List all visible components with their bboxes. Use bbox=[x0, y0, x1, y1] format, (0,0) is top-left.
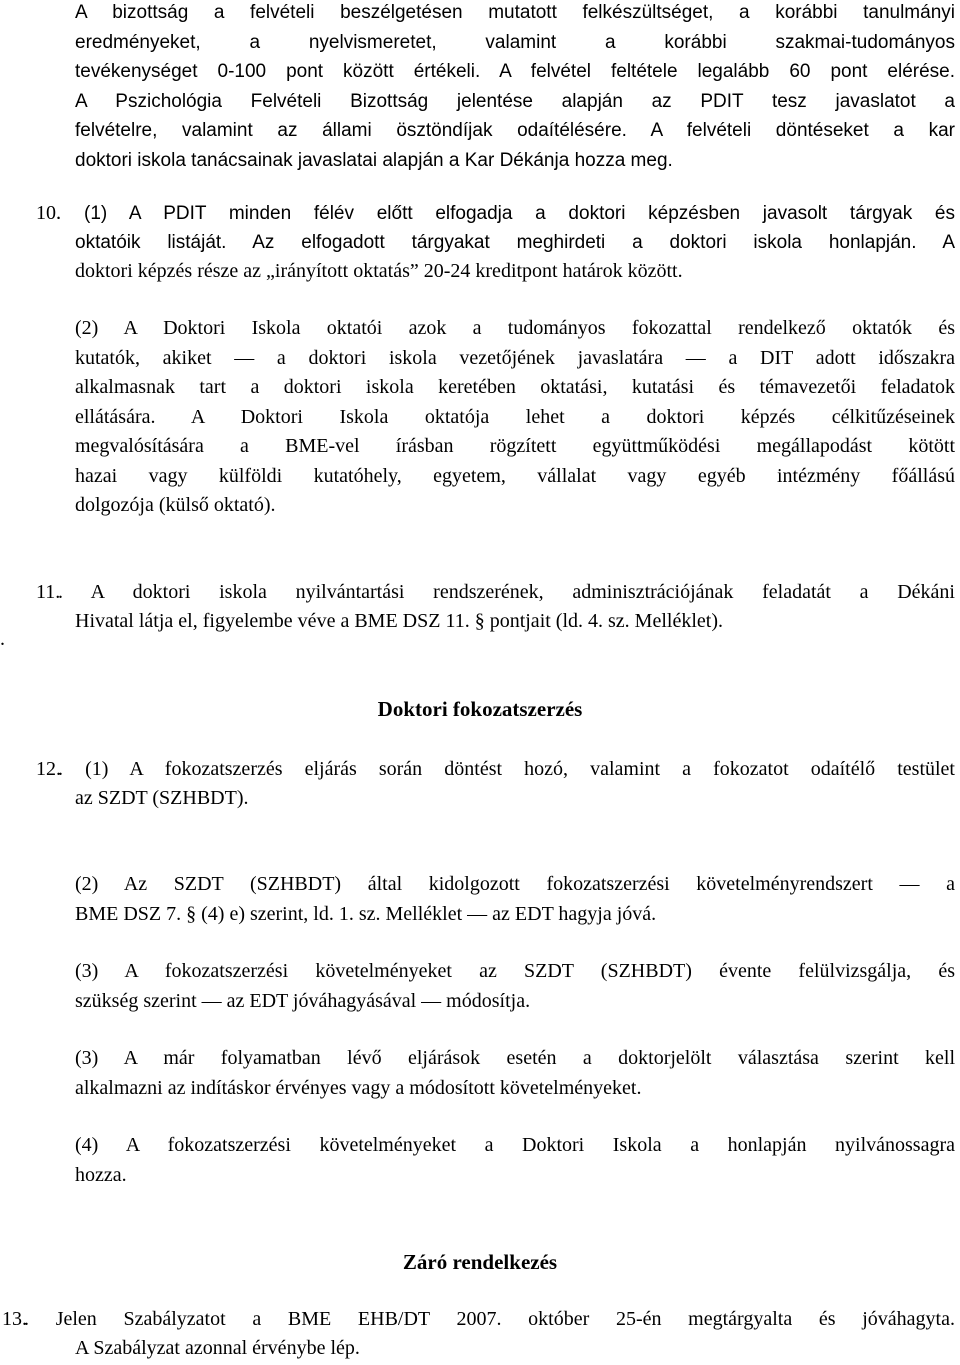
text-line: (4) A fokozatszerzési követelményeket a Doktori Iskola a honlapján nyilvánossagra bbox=[75, 1134, 955, 1156]
section-number: 11. bbox=[36, 581, 61, 603]
text-line: kutatók, akiket — a doktori iskola vezetőjének javaslatára — a DIT adott időszakra bbox=[75, 346, 955, 369]
section-10-paragraph-1-end bbox=[75, 257, 955, 287]
text-line: A Pszichológia Felvételi Bizottság jelentése alapján az PDIT tesz javaslatot a bbox=[75, 90, 955, 112]
section-12-paragraph-1-cont bbox=[75, 784, 955, 814]
text-line: (2) A Doktori Iskola oktatói azok a tudományos fokozattal rendelkező oktatók és bbox=[75, 317, 955, 339]
section-13-paragraph bbox=[24, 1305, 955, 1335]
text-line: tevékenységet 0-100 pont között értékeli. A felvétel feltétele legalább 60 pont elérése. bbox=[75, 61, 955, 82]
section-11-paragraph-cont bbox=[75, 607, 955, 637]
text-line: alkalmasnak tart a doktori iskola keretében oktatási, kutatási és témavezetői feladatok bbox=[75, 376, 955, 398]
section-12-paragraph-2 bbox=[75, 870, 955, 929]
stray-dot: . bbox=[0, 628, 5, 650]
section-12-paragraph-4 bbox=[75, 1044, 955, 1103]
text-line: eredményeket, a nyelvismeretet, valamint a korábbi szakmai-tudományos bbox=[75, 31, 955, 53]
section-11-paragraph bbox=[58, 578, 955, 608]
text-line: (3) A fokozatszerzési követelményeket az SZDT (SZHBDT) évente felülvizsgálja, és bbox=[75, 960, 955, 982]
section-13-paragraph-cont bbox=[75, 1334, 955, 1364]
section-number: 10. bbox=[36, 202, 61, 224]
section-10-paragraph-2 bbox=[75, 314, 955, 521]
text-line: doktori képzés része az „irányított oktatás” 20-24 kreditpont határok között. bbox=[75, 260, 683, 282]
section-10-paragraph-1-cont bbox=[75, 228, 955, 258]
text-line: A bizottság a felvételi beszélgetésen mutatott felkészültséget, a korábbi tanulmányi bbox=[75, 2, 955, 23]
section-heading: Doktori fokozatszerzés bbox=[377, 697, 583, 721]
text-line: BME DSZ 7. § (4) e) szerint, ld. 1. sz. Melléklet — az EDT hagyja jóvá. bbox=[75, 902, 657, 925]
text-line: (2) Az SZDT (SZHBDT) által kidolgozott fokozatszerzési követelményrendszert — a bbox=[75, 873, 955, 895]
text-line: doktori iskola tanácsainak javaslatai alapján a Kar Dékánja hozza meg. bbox=[75, 149, 673, 171]
section-10-paragraph-1 bbox=[56, 199, 955, 229]
text-line: szükség szerint — az EDT jóváhagyásával — módosítja. bbox=[75, 989, 531, 1012]
text-line: . Jelen Szabályzatot a BME EHB/DT 2007. október 25-én megtárgyalta és jóváhagyta. bbox=[24, 1308, 955, 1330]
text-line: hozza. bbox=[75, 1163, 127, 1186]
text-line: alkalmazni az indításkor érvényes vagy a módosított követelményeket. bbox=[75, 1076, 642, 1099]
section-12-paragraph-5 bbox=[75, 1131, 955, 1190]
text-line: felvételre, valamint az állami ösztöndíjak odaítélésére. A felvételi döntéseket a kar bbox=[75, 120, 955, 141]
text-line: oktatóik listáját. Az elfogadott tárgyakat meghirdeti a doktori iskola honlapján. A bbox=[75, 232, 955, 253]
text-line: az SZDT (SZHBDT). bbox=[75, 787, 249, 809]
text-line: hazai vagy külföldi kutatóhely, egyetem, vállalat vagy egyéb intézmény főállású bbox=[75, 464, 955, 487]
text-line: megvalósítására a BME-vel írásban rögzített együttműködési megállapodást kötött bbox=[75, 435, 955, 457]
text-line: dolgozója (külső oktató). bbox=[75, 494, 276, 516]
text-line: Hivatal látja el, figyelembe véve a BME DSZ 11. § pontjait (ld. 4. sz. Melléklet). bbox=[75, 610, 723, 632]
section-number: 13. bbox=[2, 1308, 27, 1330]
section-12-paragraph-1 bbox=[58, 755, 955, 785]
section-heading: Záró rendelkezés bbox=[402, 1250, 558, 1274]
text-line: . (1) A PDIT minden félév előtt elfogadja a doktori képzésben javasolt tárgyak és bbox=[56, 203, 955, 224]
text-line: A Szabályzat azonnal érvénybe lép. bbox=[75, 1337, 360, 1359]
text-line: . (1) A fokozatszerzés eljárás során döntést hozó, valamint a fokozatot odaítélő testület bbox=[58, 758, 955, 780]
intro-paragraph bbox=[75, 0, 955, 175]
text-line: ellátására. A Doktori Iskola oktatója lehet a doktori képzés célkitűzéseinek bbox=[75, 405, 955, 428]
section-number: 12. bbox=[36, 758, 61, 780]
text-line: . A doktori iskola nyilvántartási rendszerének, adminisztrációjának feladatát a Dékáni bbox=[58, 581, 955, 603]
text-line: (3) A már folyamatban lévő eljárások esetén a doktorjelölt választása szerint kell bbox=[75, 1047, 955, 1069]
section-12-paragraph-3 bbox=[75, 957, 955, 1016]
